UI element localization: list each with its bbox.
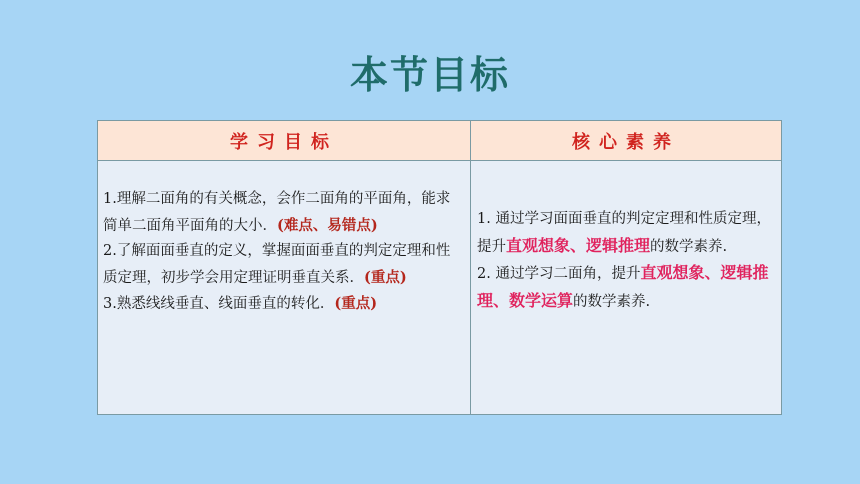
goal-note: (难点、易错点) <box>277 216 378 234</box>
competency-item <box>477 207 777 260</box>
core-competencies-cell <box>471 161 781 414</box>
goal-item <box>103 187 464 239</box>
goal-text: 1.理解二面角的有关概念，会作二面角的平面角，能求简单二面角平面角的大小． <box>103 191 451 234</box>
goal-text: 2.了解面面垂直的定义，掌握面面垂直的判定定理和性质定理，初步学会用定理证明垂直关系． <box>103 243 451 286</box>
goal-note: (重点) <box>364 268 407 286</box>
competency-text: 1. 通过学习面面垂直的判定定理和性质定理，提升 <box>477 211 771 255</box>
competency-highlight: 直观想象、逻辑推理、数学运算 <box>477 263 769 310</box>
competency-text: 2. 通过学习二面角，提升 <box>477 266 641 282</box>
learning-goals-cell <box>98 161 471 414</box>
header-learning-goals: 学习目标 <box>98 121 471 161</box>
goal-text: 3.熟悉线线垂直、线面垂直的转化． <box>103 296 335 312</box>
header-core-competencies: 核心素养 <box>471 121 781 161</box>
goal-item <box>103 291 464 318</box>
goal-note: (重点) <box>334 295 378 312</box>
goal-item <box>103 239 464 291</box>
competency-suffix: 的数学素养. <box>573 293 651 310</box>
page-title: 本节目标 <box>349 53 510 97</box>
competency-highlight: 直观想象、逻辑推理 <box>506 235 651 255</box>
competency-item <box>477 260 777 315</box>
competency-suffix: 的数学素养. <box>650 238 728 255</box>
objectives-table <box>97 120 782 415</box>
